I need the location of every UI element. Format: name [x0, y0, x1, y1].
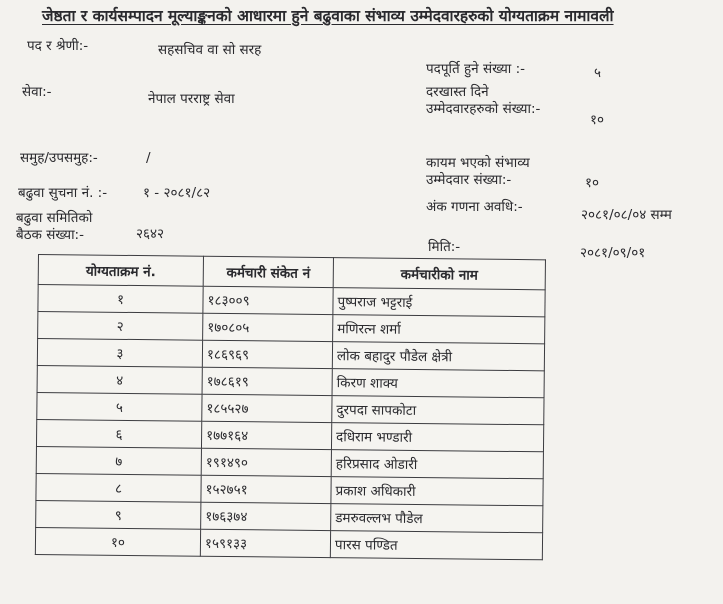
vacancy-count-label: पदपूर्ति हुने संख्या :- — [426, 61, 526, 77]
date-label: मिति:- — [428, 239, 461, 255]
employee-name-cell: दुरपदा सापकोटा — [332, 396, 544, 425]
merit-number-cell: ३ — [37, 339, 202, 368]
merit-number-cell: ५ — [37, 392, 202, 421]
merit-number-cell: ८ — [36, 473, 201, 502]
merit-number-cell: ६ — [36, 419, 201, 448]
header-employee-name: कर्मचारीको नाम — [333, 258, 545, 290]
employee-code-cell: १८५५२७ — [202, 394, 332, 422]
employee-name-cell: हरिप्रसाद ओडारी — [331, 450, 543, 479]
employee-code-cell: १८६९६९ — [202, 340, 332, 368]
applicant-count-value: १० — [590, 112, 605, 128]
document-title: जेष्ठता र कार्यसम्पादन मूल्याङ्कनको आधारमा हुने बढुवाका संभाव्य उम्मेदवारहरुको योग्यताक्रम नामावली — [42, 7, 614, 25]
table-row — [35, 527, 542, 559]
employee-name-cell: लोक बहादुर पौडेल क्षेत्री — [332, 342, 544, 371]
employee-code-cell: १८३००९ — [203, 286, 333, 314]
employee-name-cell: किरण शाक्य — [332, 369, 544, 398]
employee-code-cell: १९१४९० — [201, 448, 331, 476]
vacancy-count-value: ५ — [594, 65, 602, 81]
post-grade-value: सहसचिव वा सो सरह — [158, 42, 262, 58]
merit-number-cell: २ — [38, 312, 203, 341]
employee-code-cell: १७७१६४ — [201, 421, 331, 449]
meeting-count-label: बढुवा समितिको बैठक संख्या:- — [16, 210, 93, 243]
possible-candidate-label: कायम भएको संभाव्य उम्मेदवार संख्या:- — [426, 155, 530, 188]
merit-list-table — [35, 254, 546, 560]
notice-number-label: बढुवा सुचना नं. :- — [18, 185, 108, 201]
employee-name-cell: पुष्पराज भट्टराई — [333, 288, 545, 317]
notice-number-value: १ - २०८१/८२ — [143, 185, 211, 201]
possible-candidate-value: १० — [585, 175, 600, 191]
header-employee-code: कर्मचारी संकेत नं — [203, 256, 333, 287]
assessment-period-value: २०८१/०८/०४ सम्म — [581, 207, 672, 223]
employee-name-cell: मणिरत्न शर्मा — [333, 315, 545, 344]
group-label: समुह/उपसमुह:- — [20, 150, 98, 166]
employee-code-cell: १७६३७४ — [201, 502, 331, 530]
employee-name-cell: पारस पण्डित — [330, 531, 542, 560]
employee-code-cell: १५९१३३ — [200, 529, 330, 557]
merit-number-cell: ९ — [36, 500, 201, 529]
employee-name-cell: दधिराम भण्डारी — [331, 423, 543, 452]
employee-name-cell: प्रकाश अधिकारी — [331, 477, 543, 506]
applicant-count-label: दरखास्त दिने उम्मेदवारहरुको संख्या:- — [426, 84, 541, 117]
post-grade-label: पद र श्रेणी:- — [27, 38, 89, 54]
merit-number-cell: ७ — [36, 446, 201, 475]
merit-number-cell: ४ — [37, 365, 202, 394]
employee-code-cell: १७८६१९ — [202, 367, 332, 395]
merit-number-cell: १ — [38, 285, 203, 314]
date-value: २०८१/०९/०१ — [580, 245, 646, 261]
assessment-period-label: अंक गणना अवधि:- — [426, 199, 523, 215]
meeting-count-value: २६४२ — [136, 226, 165, 242]
employee-code-cell: १५२७५१ — [201, 475, 331, 503]
service-label: सेवा:- — [22, 84, 52, 100]
group-value: / — [146, 150, 151, 166]
merit-number-cell: १० — [35, 527, 200, 556]
header-merit-number: योग्यताक्रम नं. — [38, 255, 203, 287]
employee-name-cell: डमरुवल्लभ पौडेल — [331, 504, 543, 533]
service-value: नेपाल परराष्ट्र सेवा — [148, 91, 235, 107]
employee-code-cell: १७०८०५ — [203, 313, 333, 341]
